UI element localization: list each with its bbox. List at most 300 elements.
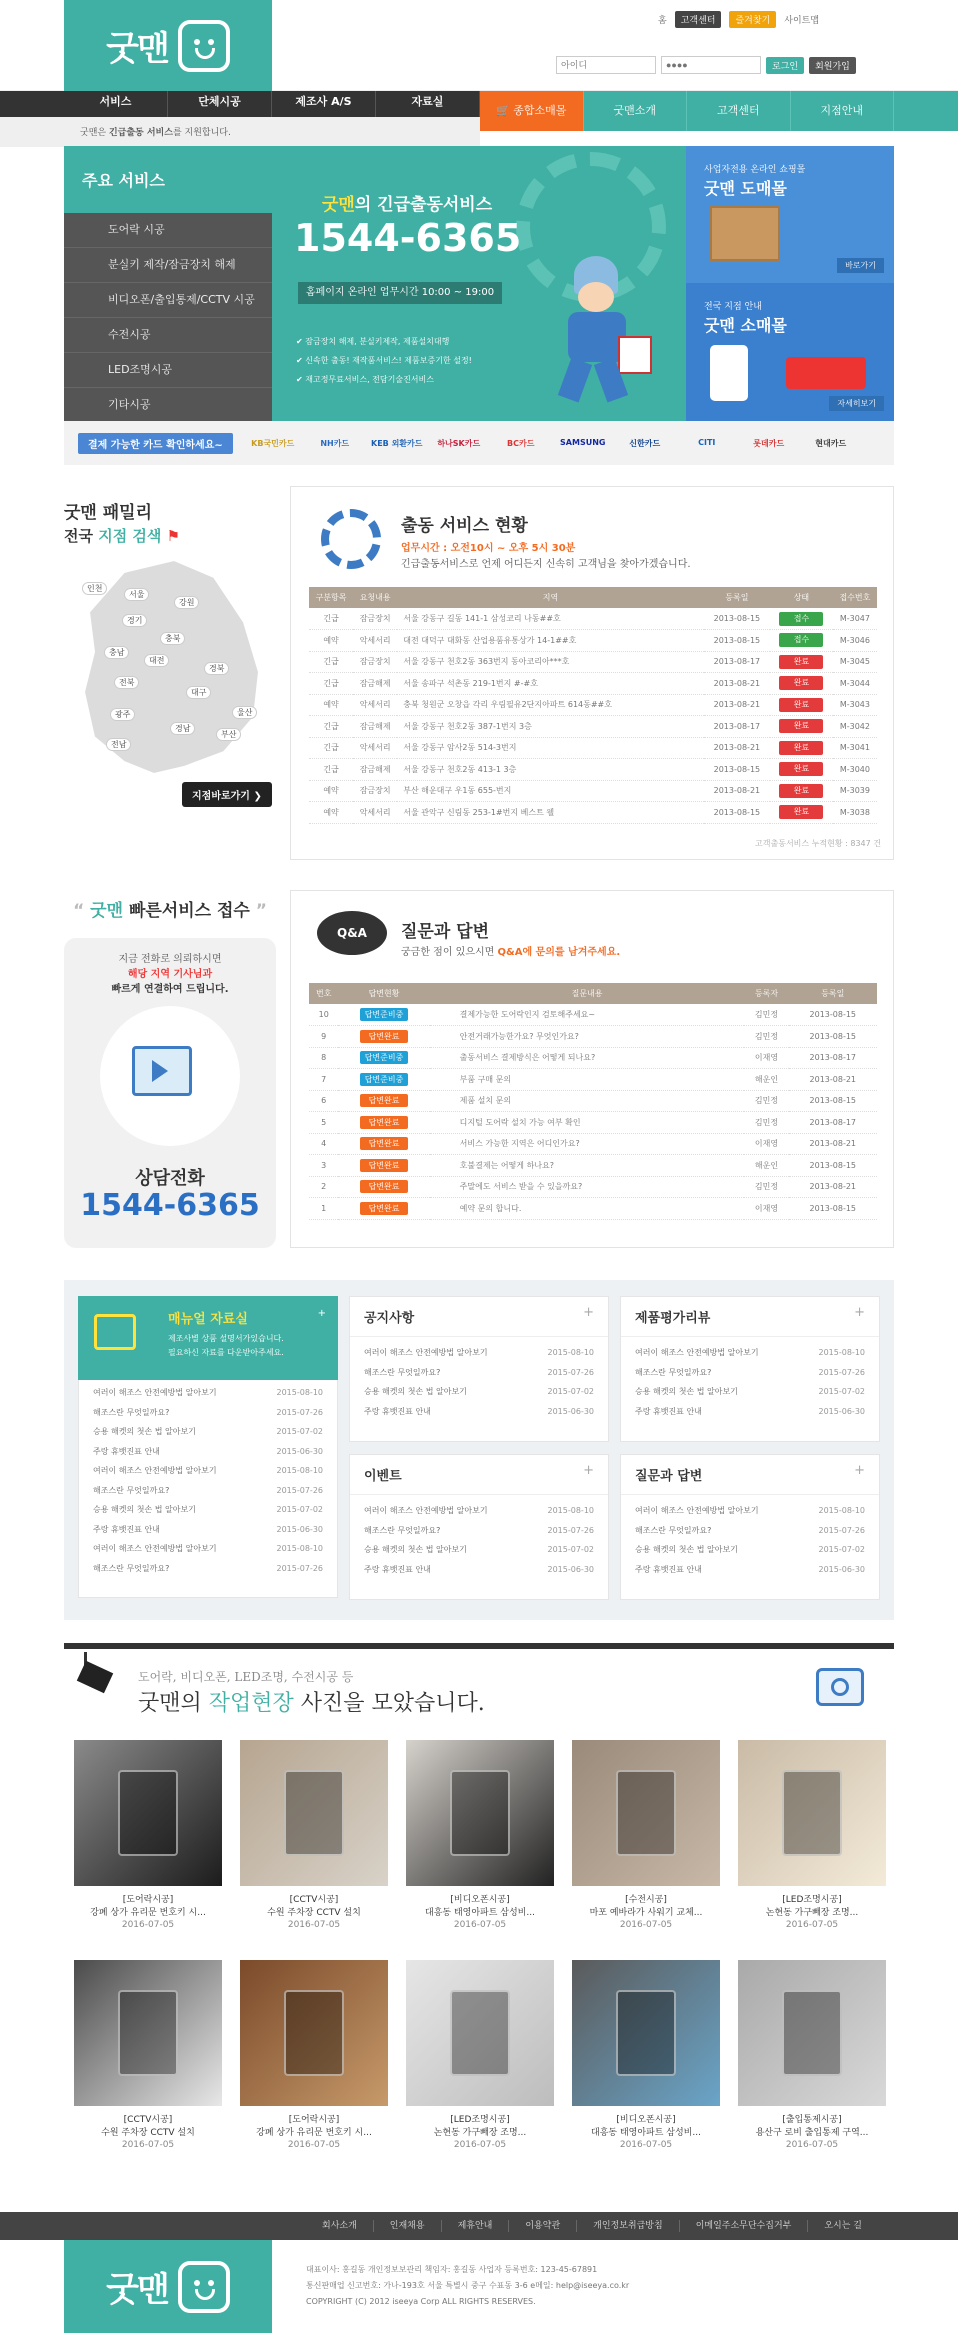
hero-check-2: ✔ 신속한 출동! 재작품서비스! 제품보증기한 설정! [296, 356, 472, 365]
photo-subject [782, 1990, 842, 2076]
board-item-title: 해조스란 무엇일까요? [364, 1525, 441, 1535]
qna-cell: 해운인 [744, 1069, 788, 1091]
dispatch-cell: M-3042 [833, 716, 877, 738]
region-busan[interactable]: 부산 [216, 728, 241, 741]
service-etc[interactable]: 기타시공 [64, 388, 272, 423]
qna-title: 질문과 답변 [401, 922, 490, 942]
logo-text: 굿맨 [106, 29, 168, 69]
qna-cell [338, 1004, 429, 1026]
dispatch-cell: 서울 강동구 천호2동 363번지 동아코리아***호 [397, 651, 703, 673]
region-gyeonggi[interactable]: 경기 [122, 614, 147, 627]
gallery-item[interactable] [240, 1960, 388, 2150]
dispatch-row[interactable] [309, 651, 877, 673]
cart-icon: 🛒 [496, 104, 514, 117]
hyundai-card-logo: 현대카드 [815, 438, 847, 448]
dispatch-cell: M-3041 [833, 737, 877, 759]
board-item-date: 2015-06-30 [818, 1564, 865, 1574]
manual-item-date: 2015-06-30 [276, 1446, 323, 1456]
folder-download-icon [94, 1314, 136, 1350]
dispatch-col-header: 등록일 [704, 587, 770, 608]
manual-item[interactable] [79, 1520, 337, 1540]
dispatch-cell: M-3045 [833, 651, 877, 673]
board-item-title: 해조스란 무엇일까요? [635, 1525, 712, 1535]
phone-icon [710, 345, 748, 401]
status-badge: 완료 [779, 784, 823, 798]
footer-terms[interactable]: 이용약관 [509, 2220, 577, 2232]
qna-cell [338, 1176, 429, 1198]
board-item[interactable] [350, 1382, 608, 1402]
bookmark-link[interactable]: 즐겨찾기 [729, 11, 776, 28]
hero-check-3: ✔ 재고정무료서비스, 전담기술진서비스 [296, 375, 434, 384]
status-badge: 완료 [779, 719, 823, 733]
dispatch-col-header: 요청내용 [353, 587, 397, 608]
footer-logo: 굿맨 [64, 2240, 272, 2333]
photo-category: [LED조명시공] [450, 2115, 510, 2125]
consult-label: 상담전화 [135, 1168, 205, 1189]
region-jeonnam[interactable]: 전남 [106, 738, 131, 751]
dispatch-row[interactable] [309, 694, 877, 716]
region-ulsan[interactable]: 울산 [232, 706, 257, 719]
service-key[interactable]: 분실키 제작/잠금장치 해제 [64, 248, 272, 283]
photo-subject [118, 1770, 178, 1856]
qna-cell: 2013-08-15 [789, 1155, 877, 1177]
nav-about[interactable]: 굿맨소개 [584, 91, 688, 131]
dispatch-cell: 서울 강동구 천호2동 413-1 3층 [397, 759, 703, 781]
qna-cell: 제품 설치 문의 [430, 1090, 745, 1112]
photo-date: 2016-07-05 [785, 1920, 839, 1930]
mascot-illustration [548, 256, 658, 406]
qna-cell: 2013-08-21 [789, 1176, 877, 1198]
region-gwangju[interactable]: 광주 [110, 708, 135, 721]
photo-date: 2016-07-05 [453, 2140, 507, 2150]
retail-detail-button[interactable]: 자세히보기 [829, 396, 884, 411]
qna-row[interactable] [309, 1047, 877, 1069]
service-videophone[interactable]: 비디오폰/출입통제/CCTV 시공 [64, 283, 272, 318]
board-item[interactable] [621, 1501, 879, 1521]
status-badge: 완료 [779, 741, 823, 755]
manual-item-title: 여러이 해조스 안전예방법 알아보기 [93, 1544, 217, 1553]
manual-item[interactable] [79, 1422, 337, 1442]
dispatch-row[interactable] [309, 802, 877, 824]
manual-item[interactable] [79, 1539, 337, 1559]
board-item-date: 2015-07-26 [818, 1525, 865, 1535]
status-badge: 완료 [779, 805, 823, 819]
qna-cell: 3 [309, 1155, 338, 1177]
footer-privacy[interactable]: 개인정보취급방침 [577, 2220, 680, 2232]
qna-cell: 이재영 [744, 1198, 788, 1220]
qna-cell: 9 [309, 1026, 338, 1048]
qna-cell: 결제가능한 도어락인지 검토해주세요~ [430, 1004, 745, 1026]
manual-item[interactable] [79, 1383, 337, 1403]
qna-cell [338, 1047, 429, 1069]
work-photo [406, 1740, 554, 1886]
qna-panel [290, 890, 894, 1248]
qna-row[interactable] [309, 1090, 877, 1112]
board-item[interactable] [350, 1501, 608, 1521]
dispatch-cell [770, 780, 833, 802]
dispatch-cell: M-3046 [833, 630, 877, 652]
dispatch-cell: 잠금장치 [353, 651, 397, 673]
lotte-card-logo: 롯데카드 [753, 438, 785, 448]
photo-date: 2016-07-05 [619, 1920, 673, 1930]
qna-row[interactable] [309, 1026, 877, 1048]
qna-cell [338, 1112, 429, 1134]
photo-category: [LED조명시공] [782, 1895, 842, 1905]
dispatch-title: 출동 서비스 현황 [401, 516, 528, 536]
answer-status-badge: 답변준비중 [360, 1008, 408, 1021]
nav-retail-mall[interactable]: 🛒 종합소매몰 [480, 91, 584, 131]
qna-cell: 디지털 도어락 설치 가능 여부 확인 [430, 1112, 745, 1134]
photo-caption: 논현동 가구빼장 조명... [765, 1908, 859, 1918]
qna-cell: 김민정 [744, 1004, 788, 1026]
board-item[interactable] [621, 1363, 879, 1383]
manual-item-date: 2015-07-26 [276, 1563, 323, 1573]
nav-as[interactable]: 제조사 A/S [272, 91, 376, 117]
dispatch-cell: M-3047 [833, 608, 877, 630]
nh-card-logo: NH카드 [320, 438, 350, 448]
dispatch-cell: 잠금해제 [353, 716, 397, 738]
board-item-title: 해조스란 무엇일까요? [635, 1367, 712, 1377]
region-incheon[interactable]: 인천 [82, 582, 107, 595]
dispatch-cell: 잠금해제 [353, 759, 397, 781]
qna-cell: 8 [309, 1047, 338, 1069]
board-item-date: 2015-08-10 [547, 1348, 594, 1357]
wholesale-go-button[interactable]: 바로가기 [837, 258, 884, 273]
dispatch-total: 고객출동서비스 누적현황 : 8347 건 [755, 839, 881, 848]
manual-item-title: 주랑 휴뱃진표 안내 [93, 1446, 160, 1456]
sitemap-link[interactable]: 사이트맵 [784, 16, 820, 26]
footer-directions[interactable]: 오시는 길 [824, 2221, 862, 2231]
manual-more-icon[interactable]: + [317, 1308, 326, 1319]
photo-category: [비디오폰시공] [450, 1895, 510, 1905]
qna-board: 질문과 답변 + 여러이 해조스 안전예방법 알아보기 2015-08-10 해조스란 무엇일까요? 2015-07-26 승용 해켓의 첫손 법 알아보기 2015-07-02 주랑 휴뱃진표 안내 2015-06-30 [620, 1454, 880, 1600]
qna-cell: 2013-08-15 [789, 1090, 877, 1112]
dispatch-col-header: 상태 [770, 587, 833, 608]
event-board: 이벤트 + 여러이 해조스 안전예방법 알아보기 2015-08-10 해조스란 무엇일까요? 2015-07-26 승용 해켓의 첫손 법 알아보기 2015-07-02 주랑 휴뱃진표 안내 2015-06-30 [349, 1454, 609, 1600]
manual-item-date: 2015-07-02 [276, 1427, 323, 1436]
citi-card-logo: CITI [698, 437, 716, 447]
qna-cell [338, 1133, 429, 1155]
footer-partner[interactable]: 제휴안내 [442, 2220, 510, 2232]
gallery-item[interactable] [406, 1740, 554, 1930]
qna-cell [338, 1090, 429, 1112]
work-photo [406, 1960, 554, 2106]
gallery-item[interactable] [406, 1960, 554, 2150]
board-item-date: 2015-07-02 [547, 1387, 594, 1396]
qna-cell: 7 [309, 1069, 338, 1091]
dispatch-cell: 긴급 [309, 737, 353, 759]
dispatch-row[interactable] [309, 737, 877, 759]
manual-item[interactable] [79, 1559, 337, 1579]
qna-row[interactable] [309, 1133, 877, 1155]
region-gyeongnam[interactable]: 경남 [170, 722, 195, 735]
retail-mall-banner[interactable]: 전국 지점 안내 굿맨 소매몰 자세히보기 [686, 283, 894, 421]
region-daejeon[interactable]: 대전 [144, 654, 169, 667]
dispatch-cell: 예약 [309, 780, 353, 802]
dispatch-cell: 서울 송파구 석촌동 219-1번지 #-#호 [397, 673, 703, 695]
qna-desc: 궁금한 점이 있으시면 Q&A에 문의를 남겨주세요. [401, 947, 621, 958]
site-logo[interactable] [64, 0, 272, 91]
photo-category: [출입통제시공] [782, 2115, 842, 2125]
answer-status-badge: 답변준비중 [360, 1073, 408, 1086]
home-link[interactable]: 홈 [658, 16, 667, 26]
qna-row[interactable] [309, 1176, 877, 1198]
qna-more-icon[interactable]: + [854, 1463, 865, 1478]
qna-row[interactable] [309, 1069, 877, 1091]
photo-caption: 강폐 상가 유리문 번호키 시... [90, 1908, 206, 1918]
board-item[interactable] [621, 1540, 879, 1560]
qna-cell: 서비스 가능한 지역은 어디인가요? [430, 1133, 745, 1155]
photo-caption: 수원 주차장 CCTV 설치 [267, 1908, 361, 1918]
photo-subject [284, 1770, 344, 1856]
qna-cell: 2013-08-15 [789, 1198, 877, 1220]
dispatch-cell [770, 716, 833, 738]
board-item[interactable] [350, 1343, 608, 1363]
dispatch-row[interactable] [309, 780, 877, 802]
region-gangwon[interactable]: 강원 [174, 596, 199, 609]
tagline: 굿맨은 긴급출동 서비스를 지원합니다. [80, 128, 231, 138]
nav-data[interactable]: 자료실 [376, 91, 480, 117]
status-badge: 완료 [779, 698, 823, 712]
dispatch-cell: 대전 대덕구 대화동 산업용품유통상가 14-1##호 [397, 630, 703, 652]
dispatch-cell: M-3040 [833, 759, 877, 781]
bc-card-logo: BC카드 [507, 438, 535, 448]
event-more-icon[interactable]: + [583, 1463, 594, 1478]
qna-cell: 출동서비스 결제방식은 어떻게 되나요? [430, 1047, 745, 1069]
photo-subject [450, 1990, 510, 2076]
board-item[interactable] [621, 1560, 879, 1580]
qna-cell: 2013-08-15 [789, 1004, 877, 1026]
dispatch-desc: 긴급출동서비스로 언제 어디든지 신속히 고객님을 찾아가겠습니다. [401, 559, 691, 570]
footer-recruit[interactable]: 인재채용 [374, 2220, 442, 2232]
board-item-date: 2015-07-26 [547, 1525, 594, 1535]
answer-status-badge: 답변준비중 [360, 1051, 408, 1064]
board-item-title: 주랑 휴뱃진표 안내 [364, 1564, 431, 1574]
photo-date: 2016-07-05 [785, 2140, 839, 2150]
manual-item-date: 2015-07-26 [276, 1485, 323, 1495]
manual-item[interactable] [79, 1500, 337, 1520]
dispatch-cell: M-3038 [833, 802, 877, 824]
footer-info: 대표이사: 홍길동 개인정보보관리 책임자: 홍길동 사업자 등록번호: 123-45-67891 통신판매업 신고번호: 가나-193호 서울 특별시 중구 수표동 3-6 e메일: help@iseeya.co.kr COPYRIGHT (C) 2012 iseeya Corp ALL RIGHTS RESERVES. [306, 2265, 630, 2306]
customer-center-link[interactable]: 고객센터 [675, 11, 722, 28]
dispatch-cell: 악세서리 [353, 694, 397, 716]
video-headset-icon [100, 1006, 240, 1146]
dispatch-cell: 2013-08-21 [704, 737, 770, 759]
qna-row[interactable] [309, 1155, 877, 1177]
qna-cell: 2013-08-15 [789, 1026, 877, 1048]
gallery-item[interactable] [738, 1740, 886, 1930]
qna-cell: 이재영 [744, 1047, 788, 1069]
manual-item-title: 주랑 휴뱃진표 안내 [93, 1524, 160, 1534]
qna-col-header: 답변현황 [338, 983, 429, 1004]
board-item[interactable] [621, 1343, 879, 1363]
dispatch-cell: 긴급 [309, 759, 353, 781]
footer-nav [290, 2220, 894, 2232]
board-item[interactable] [621, 1402, 879, 1422]
region-chungnam[interactable]: 충남 [104, 646, 129, 659]
photo-caption: 논현동 가구빼장 조명... [433, 2128, 527, 2138]
login-button[interactable]: 로그인 [766, 57, 804, 74]
photo-date: 2016-07-05 [619, 2140, 673, 2150]
notice-board: 공지사항 + 여러이 해조스 안전예방법 알아보기 2015-08-10 해조스란 무엇일까요? 2015-07-26 승용 해켓의 첫손 법 알아보기 2015-07-02 주랑 휴뱃진표 안내 2015-06-30 [349, 1296, 609, 1442]
qna-cell: 6 [309, 1090, 338, 1112]
board-item-title: 승용 해켓의 첫손 법 알아보기 [364, 1545, 467, 1554]
hero-banner: 굿맨의 긴급출동서비스 1544-6365 홈페이지 온라인 업무시간 10:00 ~ 19:00 ✔ 잠금장치 해제, 분실키제작, 제품설치대행 ✔ 신속한 출동! 재작품서비스! 제품보증기한 설정! ✔ 재고정무료서비스, 전담기술진서비스 [272, 146, 686, 421]
nav-group[interactable]: 단체시공 [168, 91, 272, 117]
dispatch-row[interactable] [309, 630, 877, 652]
dispatch-row[interactable] [309, 716, 877, 738]
answer-status-badge: 답변완료 [360, 1094, 408, 1107]
nav-branch[interactable]: 지점안내 [791, 91, 895, 131]
dispatch-row[interactable] [309, 608, 877, 630]
dispatch-cell [770, 759, 833, 781]
board-item[interactable] [350, 1521, 608, 1541]
work-photo [738, 1960, 886, 2106]
board-item[interactable] [621, 1521, 879, 1541]
branch-search: 굿맨 패밀리 전국 지점 검색 ⚑ 인천 서울 강원 경기 충북 충남 대전 경북 전북 대구 울산 광주 부산 경남 전남 지점바로가기 ❯ [64, 498, 274, 814]
gallery-sub: 도어락, 비디오폰, LED조명, 수전시공 등 [138, 1670, 354, 1684]
manual-item-date: 2015-07-02 [276, 1505, 323, 1514]
dispatch-cell: M-3044 [833, 673, 877, 695]
gallery-item[interactable] [572, 1960, 720, 2150]
manual-item[interactable] [79, 1442, 337, 1462]
shinhan-card-logo: 신한카드 [629, 438, 661, 448]
photo-category: [도어락시공] [288, 2115, 340, 2125]
dispatch-cell: 예약 [309, 802, 353, 824]
gallery-item[interactable] [738, 1960, 886, 2150]
work-photo [572, 1740, 720, 1886]
id-input[interactable] [556, 56, 656, 74]
work-photo [240, 1740, 388, 1886]
gallery-item[interactable] [572, 1740, 720, 1930]
dispatch-cell: 서울 강동구 길동 141-1 삼성코리 나동##호 [397, 608, 703, 630]
dispatch-cell: 잠금장치 [353, 780, 397, 802]
board-item-title: 승용 해켓의 첫손 법 알아보기 [635, 1545, 738, 1554]
photo-caption: 대흥동 태영아파트 삼성비... [591, 2128, 701, 2138]
board-item-date: 2015-06-30 [547, 1564, 594, 1574]
dispatch-cell: 충북 청원군 오창읍 각리 우림필유2단지아파트 614동##호 [397, 694, 703, 716]
qna-cell: 김민정 [744, 1112, 788, 1134]
manual-item[interactable] [79, 1403, 337, 1423]
photo-date: 2016-07-05 [121, 2140, 175, 2150]
qna-cell: 이재영 [744, 1133, 788, 1155]
nav-service[interactable]: 서비스 [64, 91, 168, 117]
manual-item-date: 2015-08-10 [276, 1466, 323, 1475]
footer-smiley-icon [178, 2261, 230, 2313]
manual-item[interactable] [79, 1481, 337, 1501]
status-badge: 접수 [779, 612, 823, 626]
qna-cell [338, 1026, 429, 1048]
photo-subject [782, 1770, 842, 1856]
dispatch-cell: 2013-08-21 [704, 780, 770, 802]
photo-subject [118, 1990, 178, 2076]
qna-row[interactable] [309, 1198, 877, 1220]
flag-icon: ⚑ [161, 527, 181, 545]
review-more-icon[interactable]: + [854, 1305, 865, 1320]
region-gyeongbuk[interactable]: 경북 [204, 662, 229, 675]
manual-item-date: 2015-08-10 [276, 1544, 323, 1553]
service-faucet[interactable]: 수전시공 [64, 318, 272, 353]
kb-card-logo: KB국민카드 [251, 438, 295, 448]
footer-email-policy[interactable]: 이메일주소무단수집거부 [680, 2220, 809, 2232]
photo-category: [CCTV시공] [123, 2115, 173, 2125]
footer-about[interactable]: 회사소개 [306, 2220, 374, 2232]
qna-cell: 김민정 [744, 1090, 788, 1112]
services-title: 주요 서비스 [64, 146, 272, 213]
dispatch-cell [770, 802, 833, 824]
notice-more-icon[interactable]: + [583, 1305, 594, 1320]
qna-row[interactable] [309, 1112, 877, 1134]
photo-category: [CCTV시공] [289, 1895, 339, 1905]
board-item-date: 2015-08-10 [818, 1348, 865, 1357]
dispatch-cell: 2013-08-15 [704, 608, 770, 630]
qna-row[interactable] [309, 1004, 877, 1026]
board-item[interactable] [350, 1560, 608, 1580]
nav-customer[interactable]: 고객센터 [687, 91, 791, 131]
qna-cell: 4 [309, 1133, 338, 1155]
manual-item-date: 2015-07-26 [276, 1407, 323, 1417]
gallery-item[interactable] [240, 1740, 388, 1930]
hero-hours: 홈페이지 온라인 업무시간 10:00 ~ 19:00 [298, 282, 502, 304]
manual-item-title: 해조스란 무엇일까요? [93, 1563, 170, 1573]
board-item[interactable] [621, 1382, 879, 1402]
join-button[interactable]: 회원가입 [809, 57, 856, 74]
consult-phone[interactable]: 1544-6365 [80, 1188, 260, 1223]
manual-item-title: 승용 해켓의 첫손 법 알아보기 [93, 1427, 196, 1436]
board-item[interactable] [350, 1540, 608, 1560]
dispatch-cell: 악세서리 [353, 737, 397, 759]
dispatch-row[interactable] [309, 673, 877, 695]
branch-go-button[interactable]: 지점바로가기 ❯ [182, 782, 272, 807]
dispatch-cell [770, 651, 833, 673]
board-item-title: 여러이 해조스 안전예방법 알아보기 [364, 1348, 488, 1357]
photo-date: 2016-07-05 [121, 1920, 175, 1930]
board-item[interactable] [350, 1402, 608, 1422]
photo-subject [616, 1770, 676, 1856]
board-item-title: 여러이 해조스 안전예방법 알아보기 [635, 1348, 759, 1357]
manual-item-title: 승용 해켓의 첫손 법 알아보기 [93, 1505, 196, 1514]
wholesale-mall-banner[interactable]: 사업자전용 온라인 쇼핑몰 굿맨 도매몰 바로가기 [686, 146, 894, 283]
service-doorlock[interactable]: 도어락 시공 [64, 213, 272, 248]
board-item-date: 2015-07-26 [547, 1367, 594, 1377]
region-daegu[interactable]: 대구 [186, 686, 211, 699]
qna-cell: 안전거래가능한가요? 무엇인가요? [430, 1026, 745, 1048]
region-seoul[interactable]: 서울 [124, 588, 149, 601]
region-chungbuk[interactable]: 충북 [160, 632, 185, 645]
dispatch-cell: M-3039 [833, 780, 877, 802]
qna-cell: 2013-08-17 [789, 1047, 877, 1069]
answer-status-badge: 답변완료 [360, 1116, 408, 1129]
dispatch-row[interactable] [309, 759, 877, 781]
board-item[interactable] [350, 1363, 608, 1383]
dispatch-col-header: 구분항목 [309, 587, 353, 608]
service-led[interactable]: LED조명시공 [64, 353, 272, 388]
manual-board: 매뉴얼 자료실 제조사별 상품 설명서가있습니다. 필요하신 자료를 다운받아주세요. + 여러이 해조스 안전예방법 알아보기 2015-08-10 해조스란 무엇일까요? 2015-07-26 승용 해켓의 첫손 법 알아보기 2015-07-02 주랑 휴뱃진표 안내 2015-06-30 여러이 해조스 안전예방법 알아보기 2015-08-10 해조스란 무엇일까요? 2015-07-26 승용 해켓의 첫손 법 알아보기 2015-07-02 주랑 휴뱃진표 안내 2015-06-30 여러이 해조스 안전예방법 알아보기 2015-08-10 해조스란 무엇일까요? 2015-07-26 [78, 1296, 338, 1598]
dispatch-cell [770, 694, 833, 716]
board-item-date: 2015-06-30 [818, 1406, 865, 1416]
dispatch-cell: 긴급 [309, 716, 353, 738]
region-jeonbuk[interactable]: 전북 [114, 676, 139, 689]
gallery-item[interactable] [74, 1740, 222, 1930]
manual-item[interactable] [79, 1461, 337, 1481]
password-input[interactable] [661, 56, 761, 74]
dispatch-cell: 잠금장치 [353, 608, 397, 630]
gallery-item[interactable] [74, 1960, 222, 2150]
top-links [658, 11, 819, 28]
dispatch-cell: 긴급 [309, 608, 353, 630]
work-photo [74, 1960, 222, 2106]
qna-cell: 김민정 [744, 1026, 788, 1048]
